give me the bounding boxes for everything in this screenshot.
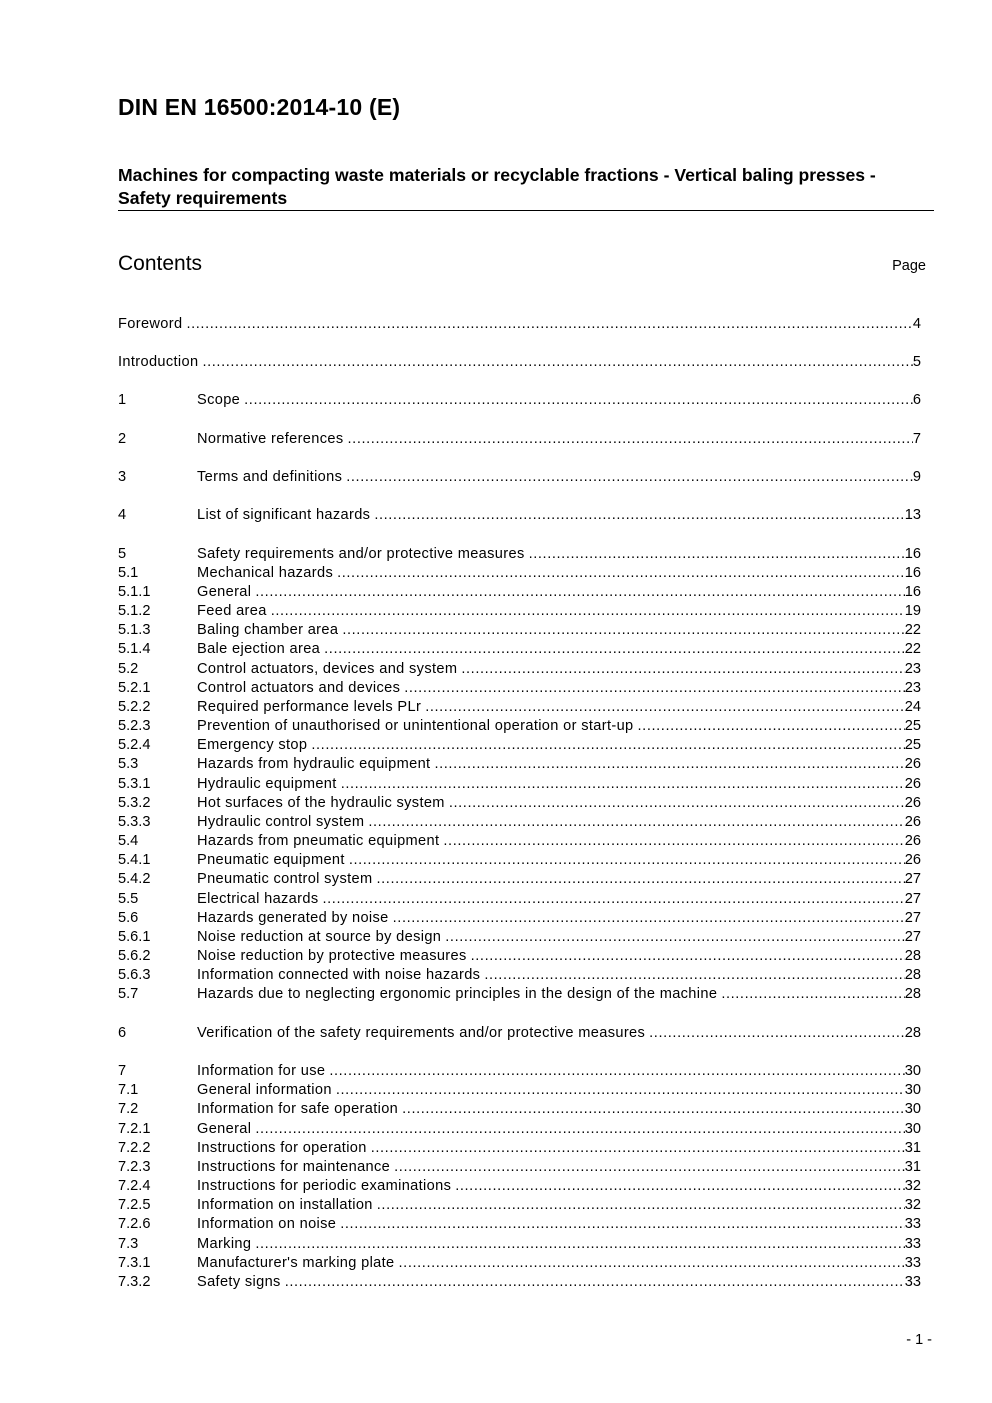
toc-entry-title: Pneumatic equipment — [197, 852, 345, 868]
toc-entry-page: 26 — [904, 756, 921, 772]
toc-entry[interactable] — [118, 966, 921, 985]
toc-dot-leader — [311, 736, 904, 755]
toc-dot-leader — [399, 1254, 905, 1273]
toc-entry-page: 23 — [904, 680, 921, 696]
toc-entry-number: 7.2.5 — [118, 1197, 151, 1213]
toc-entry-page: 26 — [904, 814, 921, 830]
toc-entry-page: 30 — [904, 1101, 921, 1117]
toc-entry[interactable] — [118, 583, 921, 602]
toc-entry[interactable] — [118, 1120, 921, 1139]
toc-entry-title: Control actuators, devices and system — [197, 661, 458, 677]
toc-entry-page: 24 — [904, 699, 921, 715]
toc-entry-title: General information — [197, 1082, 332, 1098]
toc-entry-page: 26 — [904, 776, 921, 792]
toc-entry-page: 32 — [904, 1178, 921, 1194]
toc-entry-page: 26 — [904, 833, 921, 849]
toc-dot-leader — [329, 1062, 904, 1081]
toc-entry-title: Information connected with noise hazards — [197, 967, 481, 983]
toc-entry-page: 32 — [904, 1197, 921, 1213]
toc-entry-title: Hazards from pneumatic equipment — [197, 833, 440, 849]
toc-entry-number: 5.1.1 — [118, 584, 151, 600]
toc-entry-page: 31 — [904, 1140, 921, 1156]
toc-entry[interactable] — [118, 545, 921, 564]
toc-dot-leader — [348, 430, 913, 449]
toc-entry-number: 7.2 — [118, 1101, 139, 1117]
toc-entry-number: 7.3.2 — [118, 1274, 151, 1290]
toc-entry-title: Hazards from hydraulic equipment — [197, 756, 431, 772]
toc-entry-title: Information for safe operation — [197, 1101, 399, 1117]
toc-entry[interactable] — [118, 755, 921, 774]
toc-entry-number: 5.2 — [118, 661, 139, 677]
toc-entry-title: Foreword — [118, 316, 183, 332]
toc-entry-page: 28 — [904, 986, 921, 1002]
toc-entry-number: 5.2.2 — [118, 699, 151, 715]
toc-entry[interactable] — [118, 602, 921, 621]
toc-entry-number: 1 — [118, 392, 127, 408]
toc-entry-page: 33 — [904, 1255, 921, 1271]
toc-entry[interactable] — [118, 1100, 921, 1119]
toc-dot-leader — [638, 717, 905, 736]
toc-entry-number: 2 — [118, 431, 127, 447]
toc-entry[interactable] — [118, 1081, 921, 1100]
toc-entry-page: 25 — [904, 718, 921, 734]
toc-entry-title: Safety signs — [197, 1274, 281, 1290]
toc-dot-leader — [349, 851, 905, 870]
toc-dot-leader — [285, 1273, 905, 1292]
toc-entry-number: 5.3.1 — [118, 776, 151, 792]
toc-entry-title: General — [197, 1121, 252, 1137]
toc-entry-title: Hydraulic control system — [197, 814, 365, 830]
toc-dot-leader — [434, 755, 904, 774]
toc-entry-number: 3 — [118, 469, 127, 485]
toc-entry-title: Instructions for periodic examinations — [197, 1178, 452, 1194]
toc-dot-leader — [336, 1081, 905, 1100]
toc-entry[interactable] — [118, 890, 921, 909]
toc-entry-title: Hazards due to neglecting ergonomic principles in the design of the machine — [197, 986, 718, 1002]
toc-entry[interactable] — [118, 832, 921, 851]
toc-entry-number: 5.6.1 — [118, 929, 151, 945]
toc-entry[interactable] — [118, 1024, 921, 1043]
title-divider — [118, 210, 934, 211]
toc-entry[interactable] — [118, 1215, 921, 1234]
toc-entry[interactable] — [118, 1196, 921, 1215]
toc-entry-title: List of significant hazards — [197, 507, 371, 523]
toc-entry-page: 5 — [912, 354, 921, 370]
toc-entry-page: 16 — [904, 565, 921, 581]
toc-entry-title: Hydraulic equipment — [197, 776, 337, 792]
toc-entry-number: 7.1 — [118, 1082, 139, 1098]
toc-entry-page: 6 — [912, 392, 921, 408]
toc-entry-number: 5.6 — [118, 910, 139, 926]
toc-entry-page: 26 — [904, 852, 921, 868]
toc-dot-leader — [484, 966, 904, 985]
toc-entry-page: 22 — [904, 622, 921, 638]
toc-entry[interactable] — [118, 794, 921, 813]
toc-entry[interactable] — [118, 928, 921, 947]
toc-entry[interactable] — [118, 851, 921, 870]
toc-entry-title: Prevention of unauthorised or unintentional operation or start-up — [197, 718, 634, 734]
toc-entry-number: 5.2.1 — [118, 680, 151, 696]
toc-entry-number: 5.3.3 — [118, 814, 151, 830]
toc-entry[interactable] — [118, 698, 921, 717]
toc-entry[interactable] — [118, 1254, 921, 1273]
toc-entry-page: 9 — [912, 469, 921, 485]
toc-entry-page: 16 — [904, 584, 921, 600]
toc-entry[interactable] — [118, 679, 921, 698]
toc-entry-title: Hazards generated by noise — [197, 910, 389, 926]
toc-entry-page: 27 — [904, 910, 921, 926]
toc-dot-leader — [346, 468, 913, 487]
toc-entry-title: Control actuators and devices — [197, 680, 401, 696]
toc-entry-number: 5.2.3 — [118, 718, 151, 734]
toc-entry[interactable] — [118, 813, 921, 832]
toc-entry-page: 25 — [904, 737, 921, 753]
page-column-label: Page — [892, 258, 926, 274]
toc-dot-leader — [455, 1177, 905, 1196]
toc-dot-leader — [529, 545, 905, 564]
document-title: Machines for compacting waste materials or recyclable fractions - Vertical baling presses - Safety requirements — [118, 165, 876, 208]
toc-entry[interactable] — [118, 1235, 921, 1254]
toc-entry-number: 5.1 — [118, 565, 139, 581]
toc-dot-leader — [337, 564, 905, 583]
toc-dot-leader — [394, 1158, 905, 1177]
toc-entry[interactable] — [118, 430, 921, 449]
toc-entry[interactable] — [118, 1158, 921, 1177]
toc-dot-leader — [649, 1024, 905, 1043]
toc-entry-number: 5.6.2 — [118, 948, 151, 964]
toc-entry-title: Emergency stop — [197, 737, 308, 753]
toc-dot-leader — [461, 660, 904, 679]
page-number: - 1 - — [906, 1332, 932, 1348]
toc-dot-leader — [341, 775, 905, 794]
toc-entry-page: 28 — [904, 948, 921, 964]
toc-entry-title: Safety requirements and/or protective measures — [197, 546, 525, 562]
toc-entry[interactable] — [118, 315, 921, 334]
toc-entry-number: 5 — [118, 546, 127, 562]
toc-entry-page: 19 — [904, 603, 921, 619]
toc-entry-title: Terms and definitions — [197, 469, 343, 485]
toc-entry-title: Instructions for maintenance — [197, 1159, 391, 1175]
toc-entry-number: 4 — [118, 507, 127, 523]
toc-dot-leader — [322, 890, 904, 909]
toc-entry-number: 7.3 — [118, 1236, 139, 1252]
toc-entry-title: Noise reduction at source by design — [197, 929, 442, 945]
toc-entry[interactable] — [118, 1177, 921, 1196]
toc-entry-number: 7.2.6 — [118, 1216, 151, 1232]
toc-entry-number: 5.2.4 — [118, 737, 151, 753]
toc-entry[interactable] — [118, 1273, 921, 1292]
toc-entry[interactable] — [118, 506, 921, 525]
toc-dot-leader — [271, 602, 905, 621]
toc-entry-number: 5.3.2 — [118, 795, 151, 811]
toc-entry-title: Required performance levels PLr — [197, 699, 422, 715]
toc-entry-number: 7 — [118, 1063, 127, 1079]
toc-entry-number: 5.4 — [118, 833, 139, 849]
toc-entry-number: 5.3 — [118, 756, 139, 772]
toc-entry-page: 30 — [904, 1063, 921, 1079]
toc-entry[interactable] — [118, 353, 921, 372]
toc-entry-number: 5.1.2 — [118, 603, 151, 619]
toc-entry-title: Noise reduction by protective measures — [197, 948, 467, 964]
toc-entry-title: Hot surfaces of the hydraulic system — [197, 795, 445, 811]
toc-dot-leader — [377, 1196, 905, 1215]
toc-entry-title: Manufacturer's marking plate — [197, 1255, 395, 1271]
toc-entry-number: 5.7 — [118, 986, 139, 1002]
toc-dot-leader — [186, 315, 912, 334]
toc-dot-leader — [255, 1120, 904, 1139]
toc-dot-leader — [393, 909, 905, 928]
toc-entry-number: 5.1.4 — [118, 641, 151, 657]
toc-dot-leader — [342, 621, 904, 640]
toc-dot-leader — [202, 353, 912, 372]
toc-entry-title: Feed area — [197, 603, 267, 619]
toc-entry[interactable] — [118, 391, 921, 410]
toc-entry-page: 28 — [904, 967, 921, 983]
toc-entry[interactable] — [118, 468, 921, 487]
toc-entry-page: 22 — [904, 641, 921, 657]
toc-entry-page: 27 — [904, 891, 921, 907]
toc-entry-title: Normative references — [197, 431, 344, 447]
toc-entry[interactable] — [118, 564, 921, 583]
toc-entry[interactable] — [118, 1139, 921, 1158]
toc-entry-number: 7.2.1 — [118, 1121, 151, 1137]
toc-entry-page: 23 — [904, 661, 921, 677]
toc-entry-number: 6 — [118, 1025, 127, 1041]
toc-dot-leader — [404, 679, 905, 698]
toc-entry-page: 7 — [912, 431, 921, 447]
toc-entry-title: Marking — [197, 1236, 252, 1252]
toc-entry[interactable] — [118, 870, 921, 889]
toc-dot-leader — [445, 928, 905, 947]
toc-entry-page: 27 — [904, 929, 921, 945]
toc-dot-leader — [255, 583, 904, 602]
toc-entry-page: 33 — [904, 1274, 921, 1290]
toc-entry-title: Information on noise — [197, 1216, 337, 1232]
toc-entry-page: 16 — [904, 546, 921, 562]
toc-entry-page: 31 — [904, 1159, 921, 1175]
toc-entry-page: 30 — [904, 1121, 921, 1137]
toc-entry-number: 7.2.4 — [118, 1178, 151, 1194]
toc-entry-number: 7.2.3 — [118, 1159, 151, 1175]
toc-entry-title: Baling chamber area — [197, 622, 339, 638]
toc-entry-page: 30 — [904, 1082, 921, 1098]
toc-entry[interactable] — [118, 909, 921, 928]
toc-entry-title: Information for use — [197, 1063, 326, 1079]
toc-entry-page: 4 — [912, 316, 921, 332]
toc-entry[interactable] — [118, 985, 921, 1004]
toc-dot-leader — [324, 640, 905, 659]
toc-dot-leader — [374, 506, 904, 525]
document-id: DIN EN 16500:2014-10 (E) — [118, 94, 401, 120]
toc-entry-number: 5.5 — [118, 891, 139, 907]
toc-dot-leader — [443, 832, 904, 851]
toc-entry-number: 7.3.1 — [118, 1255, 151, 1271]
toc-dot-leader — [425, 698, 905, 717]
toc-entry[interactable] — [118, 736, 921, 755]
contents-heading: Contents — [118, 252, 203, 275]
toc-dot-leader — [244, 391, 913, 410]
toc-entry-number: 5.4.2 — [118, 871, 151, 887]
toc-entry-page: 13 — [904, 507, 921, 523]
toc-entry-page: 33 — [904, 1236, 921, 1252]
toc-entry-title: Bale ejection area — [197, 641, 321, 657]
toc-entry[interactable] — [118, 621, 921, 640]
toc-entry[interactable] — [118, 660, 921, 679]
toc-entry-title: Information on installation — [197, 1197, 373, 1213]
toc-entry-page: 26 — [904, 795, 921, 811]
toc-entry[interactable] — [118, 1062, 921, 1081]
toc-dot-leader — [721, 985, 904, 1004]
toc-dot-leader — [402, 1100, 905, 1119]
toc-entry[interactable] — [118, 947, 921, 966]
toc-entry-number: 7.2.2 — [118, 1140, 151, 1156]
toc-entry-title: Introduction — [118, 354, 199, 370]
toc-entry-title: General — [197, 584, 252, 600]
toc-dot-leader — [449, 794, 905, 813]
toc-dot-leader — [368, 813, 904, 832]
toc-entry-title: Electrical hazards — [197, 891, 319, 907]
toc-entry-title: Pneumatic control system — [197, 871, 373, 887]
toc-dot-leader — [371, 1139, 905, 1158]
toc-entry[interactable] — [118, 775, 921, 794]
toc-entry-number: 5.4.1 — [118, 852, 151, 868]
toc-dot-leader — [471, 947, 905, 966]
toc-entry-page: 33 — [904, 1216, 921, 1232]
toc-entry-number: 5.1.3 — [118, 622, 151, 638]
toc-entry[interactable] — [118, 717, 921, 736]
toc-entry-page: 28 — [904, 1025, 921, 1041]
toc-entry[interactable] — [118, 640, 921, 659]
toc-entry-number: 5.6.3 — [118, 967, 151, 983]
toc-dot-leader — [255, 1235, 904, 1254]
toc-entry-title: Verification of the safety requirements and/or protective measures — [197, 1025, 646, 1041]
toc-entry-page: 27 — [904, 871, 921, 887]
toc-dot-leader — [340, 1215, 905, 1234]
toc-entry-title: Scope — [197, 392, 241, 408]
toc-dot-leader — [376, 870, 904, 889]
toc-entry-title: Mechanical hazards — [197, 565, 334, 581]
toc-entry-title: Instructions for operation — [197, 1140, 367, 1156]
